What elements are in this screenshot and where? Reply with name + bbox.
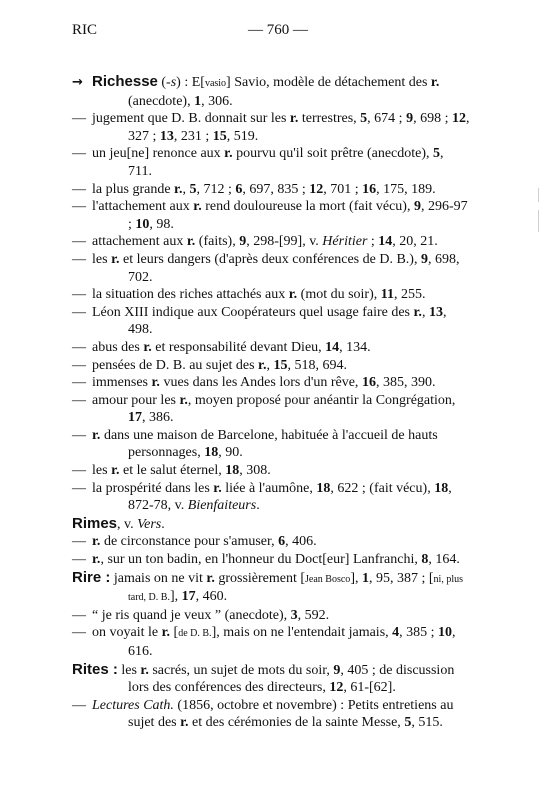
entry-text: Rire : jamais on ne vit r. grossièrement [Jean Bosco], 1, 95, 387 ; [ni, plus tard, D. B.], 17, 460. [72,568,463,605]
entry-dash: — [72,251,86,267]
entry-dash: — [72,357,86,373]
entry-text: Richesse (-s) : E[vasio] Savio, modèle de détachement des r. (anecdote), 1, 306. [92,73,440,109]
entry-dash: — [72,534,86,550]
entry-dash: — [72,199,86,215]
index-entry [72,462,470,480]
index-entry [72,357,470,375]
entry-dash: — [72,339,86,355]
index-entry [72,286,470,304]
index-entry [72,427,470,462]
entry-text: abus des r. et responsabilité devant Dieu, 14, 134. [92,339,371,355]
entry-dash: — [72,463,86,479]
index-entry [72,339,470,357]
page-header [72,22,472,42]
index-entry [72,569,470,607]
entry-dash: — [72,287,86,303]
index-entry [72,624,470,660]
index-entry [72,110,470,145]
entry-text: immenses r. vues dans les Andes lors d'un rêve, 16, 385, 390. [92,375,436,391]
entry-text: “ je ris quand je veux ” (anecdote), 3, 592. [92,607,330,623]
index-entry [72,661,470,697]
entry-dash: — [72,480,86,496]
entry-text: les r. et leurs dangers (d'après deux conférences de D. B.), 9, 698, 702. [92,251,460,285]
index-entries [72,73,470,732]
entry-dash: — [72,304,86,320]
index-entry [72,181,470,199]
entry-text: Léon XIII indique aux Coopérateurs quel usage faire des r., 13, 498. [92,304,447,338]
index-entry [72,73,470,110]
margin-mark [538,210,539,232]
entry-text: attachement aux r. (faits), 9, 298-[99], v. Héritier ; 14, 20, 21. [92,234,438,250]
entry-dash: — [72,427,86,443]
index-entry [72,607,470,625]
entry-dash: — [72,181,86,197]
entry-text: r. dans une maison de Barcelone, habituée à l'accueil de hauts personnages, 18, 90. [92,427,438,461]
entry-text: les r. et le salut éternel, 18, 308. [92,463,271,479]
index-entry [72,233,470,251]
entry-text: l'attachement aux r. rend douloureuse la mort (fait vécu), 9, 296-97 ; 10, 98. [92,199,468,232]
index-entry [72,551,470,569]
index-entry [72,697,470,732]
index-entry [72,145,470,180]
entry-text: Rimes, v. Vers. [72,514,165,532]
entry-text: un jeu[ne] renonce aux r. pourvu qu'il soit prêtre (anecdote), 5, 711. [92,146,444,179]
entry-dash: — [72,552,86,568]
entry-text: Rites : les r. sacrés, un sujet de mots du soir, 9, 405 ; de discussion lors des conférences des directeurs, 12, 61-[62]. [72,660,455,696]
entry-text: la prospérité dans les r. liée à l'aumône, 18, 622 ; (fait vécu), 18, 872-78, v. Bienfaiteurs. [92,480,452,514]
entry-dash: — [72,697,86,713]
entry-text: Lectures Cath. (1856, octobre et novembre) : Petits entretiens au sujet des r. et des cérémonies de la sainte Messe, 5, 515. [92,697,454,731]
running-head: RIC [72,22,98,38]
page-number: — 760 — [248,22,308,38]
entry-dash: — [72,111,86,127]
entry-text: la plus grande r., 5, 712 ; 6, 697, 835 ; 12, 701 ; 16, 175, 189. [92,181,436,197]
entry-dash: — [72,392,86,408]
entry-text: amour pour les r., moyen proposé pour anéantir la Congrégation, 17, 386. [92,392,456,426]
margin-mark [538,188,539,202]
arrow-icon: → [72,75,83,90]
entry-text: r., sur un ton badin, en l'honneur du Doct[eur] Lanfranchi, 8, 164. [92,552,460,568]
entry-dash: — [72,625,86,641]
index-entry [72,198,470,233]
index-entry [72,374,470,392]
index-entry [72,304,470,339]
index-entry [72,533,470,551]
index-entry [72,251,470,286]
index-entry [72,515,470,534]
entry-dash: — [72,375,86,391]
entry-dash: — [72,146,86,162]
index-entry [72,480,470,515]
entry-dash: — [72,234,86,250]
entry-text: la situation des riches attachés aux r. (mot du soir), 11, 255. [92,287,426,303]
entry-text: pensées de D. B. au sujet des r., 15, 518, 694. [92,357,347,373]
entry-dash: — [72,607,86,623]
index-entry [72,392,470,427]
entry-text: jugement que D. B. donnait sur les r. terrestres, 5, 674 ; 9, 698 ; 12, 327 ; 13, 231 ; 15, 519. [92,111,470,144]
entry-text: r. de circonstance pour s'amuser, 6, 406. [92,534,317,550]
entry-text: on voyait le r. [de D. B.], mais on ne l'entendait jamais, 4, 385 ; 10, 616. [92,625,456,659]
